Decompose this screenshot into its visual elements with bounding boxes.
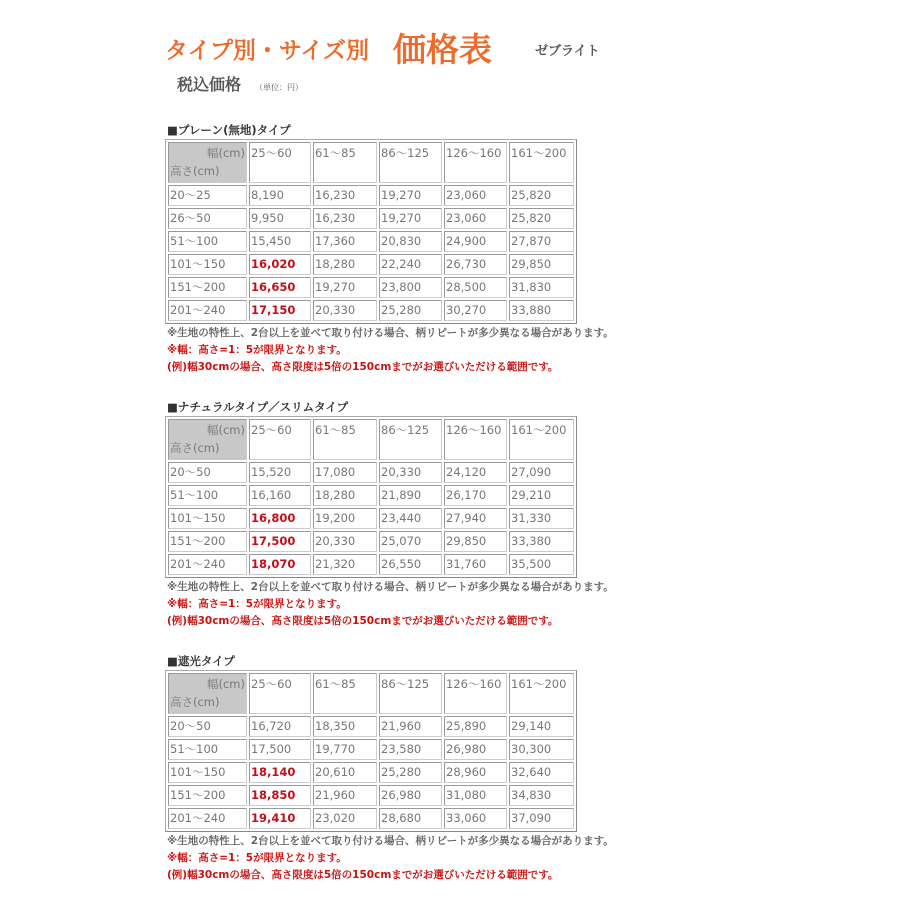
column-header: 126〜160 (444, 142, 507, 183)
price-cell: 29,850 (444, 531, 507, 552)
table-row (168, 785, 574, 806)
price-cell: 19,270 (379, 208, 442, 229)
price-cell: 18,350 (313, 716, 377, 737)
section-plain (165, 121, 725, 376)
note-example: (例)幅30cmの場合、高さ限度は5倍の150cmまでがお選びいただける範囲です。 (167, 869, 559, 881)
price-cell: 19,770 (313, 739, 377, 760)
highlighted-price-cell: 19,410 (249, 808, 311, 829)
section-natural-slim (165, 398, 725, 630)
price-cell: 20,610 (313, 762, 377, 783)
price-cell: 23,060 (444, 208, 507, 229)
column-header: 61〜85 (313, 673, 377, 714)
brand-name: ゼブライト (535, 44, 600, 59)
notes (167, 833, 725, 884)
price-cell: 17,500 (249, 739, 311, 760)
price-cell: 26,730 (444, 254, 507, 275)
notes (167, 325, 725, 376)
price-cell: 31,330 (509, 508, 574, 529)
price-cell: 28,680 (379, 808, 442, 829)
table-row (168, 208, 574, 229)
price-cell: 37,090 (509, 808, 574, 829)
price-table (165, 670, 577, 832)
corner-header (168, 419, 247, 460)
table-header-row (168, 142, 574, 183)
table-row (168, 485, 574, 506)
price-cell: 29,210 (509, 485, 574, 506)
width-label: 幅(cm) (207, 423, 245, 437)
price-cell: 28,500 (444, 277, 507, 298)
highlighted-price-cell: 16,650 (249, 277, 311, 298)
column-header: 161〜200 (509, 419, 574, 460)
section-title: ■プレーン(無地)タイプ (167, 123, 291, 137)
price-cell: 34,830 (509, 785, 574, 806)
table-row (168, 808, 574, 829)
section-title: ■ナチュラルタイプ／スリムタイプ (167, 400, 349, 414)
table-row (168, 277, 574, 298)
row-height-range: 26〜50 (168, 208, 247, 229)
row-height-range: 101〜150 (168, 254, 247, 275)
price-cell: 31,760 (444, 554, 507, 575)
row-height-range: 51〜100 (168, 739, 247, 760)
notes (167, 579, 725, 630)
price-cell: 16,720 (249, 716, 311, 737)
price-cell: 23,020 (313, 808, 377, 829)
price-cell: 20,330 (379, 462, 442, 483)
column-header: 61〜85 (313, 142, 377, 183)
subtitle (177, 72, 303, 95)
highlighted-price-cell: 16,800 (249, 508, 311, 529)
note-pattern-repeat: ※生地の特性上、2台以上を並べて取り付ける場合、柄リピートが多少異なる場合があります。 (167, 581, 614, 593)
section-blackout (165, 652, 725, 884)
price-cell: 22,240 (379, 254, 442, 275)
table-row (168, 508, 574, 529)
price-cell: 23,060 (444, 185, 507, 206)
table-row (168, 739, 574, 760)
table-row (168, 554, 574, 575)
note-ratio-limit: ※幅：高さ=1：5が限界となります。 (167, 598, 347, 610)
price-cell: 30,300 (509, 739, 574, 760)
height-label: 高さ(cm) (170, 441, 220, 455)
price-cell: 16,230 (313, 185, 377, 206)
row-height-range: 101〜150 (168, 762, 247, 783)
price-cell: 19,200 (313, 508, 377, 529)
price-cell: 24,120 (444, 462, 507, 483)
page-title: タイプ別・サイズ別 (165, 38, 370, 64)
price-cell: 33,060 (444, 808, 507, 829)
table-row (168, 254, 574, 275)
highlighted-price-cell: 18,140 (249, 762, 311, 783)
price-cell: 17,360 (313, 231, 377, 252)
row-height-range: 201〜240 (168, 554, 247, 575)
row-height-range: 151〜200 (168, 531, 247, 552)
price-cell: 24,900 (444, 231, 507, 252)
highlighted-price-cell: 18,850 (249, 785, 311, 806)
table-row (168, 185, 574, 206)
price-cell: 9,950 (249, 208, 311, 229)
price-cell: 15,520 (249, 462, 311, 483)
table-row (168, 762, 574, 783)
column-header: 25〜60 (249, 419, 311, 460)
price-cell: 25,280 (379, 300, 442, 321)
price-table (165, 416, 577, 578)
price-cell: 21,960 (379, 716, 442, 737)
row-height-range: 201〜240 (168, 808, 247, 829)
corner-header (168, 142, 247, 183)
note-ratio-limit: ※幅：高さ=1：5が限界となります。 (167, 852, 347, 864)
price-cell: 32,640 (509, 762, 574, 783)
price-cell: 21,960 (313, 785, 377, 806)
price-table (165, 139, 577, 324)
row-height-range: 51〜100 (168, 485, 247, 506)
price-cell: 35,500 (509, 554, 574, 575)
price-cell: 29,140 (509, 716, 574, 737)
price-cell: 30,270 (444, 300, 507, 321)
row-height-range: 51〜100 (168, 231, 247, 252)
column-header: 61〜85 (313, 419, 377, 460)
price-cell: 33,880 (509, 300, 574, 321)
corner-header (168, 673, 247, 714)
price-cell: 23,800 (379, 277, 442, 298)
price-cell: 25,070 (379, 531, 442, 552)
table-header-row (168, 419, 574, 460)
width-label: 幅(cm) (207, 146, 245, 160)
price-cell: 27,940 (444, 508, 507, 529)
table-row (168, 531, 574, 552)
price-cell: 25,890 (444, 716, 507, 737)
height-label: 高さ(cm) (170, 164, 220, 178)
highlighted-price-cell: 17,150 (249, 300, 311, 321)
price-cell: 26,550 (379, 554, 442, 575)
column-header: 126〜160 (444, 673, 507, 714)
column-header: 126〜160 (444, 419, 507, 460)
column-header: 86〜125 (379, 142, 442, 183)
price-cell: 23,440 (379, 508, 442, 529)
price-cell: 19,270 (379, 185, 442, 206)
price-cell: 27,090 (509, 462, 574, 483)
row-height-range: 20〜25 (168, 185, 247, 206)
row-height-range: 151〜200 (168, 785, 247, 806)
price-cell: 21,890 (379, 485, 442, 506)
row-height-range: 151〜200 (168, 277, 247, 298)
note-example: (例)幅30cmの場合、高さ限度は5倍の150cmまでがお選びいただける範囲です。 (167, 361, 559, 373)
price-cell: 20,330 (313, 300, 377, 321)
table-header-row (168, 673, 574, 714)
price-cell: 19,270 (313, 277, 377, 298)
note-example: (例)幅30cmの場合、高さ限度は5倍の150cmまでがお選びいただける範囲です。 (167, 615, 559, 627)
price-cell: 27,870 (509, 231, 574, 252)
highlighted-price-cell: 18,070 (249, 554, 311, 575)
highlighted-price-cell: 17,500 (249, 531, 311, 552)
table-row (168, 716, 574, 737)
price-cell: 25,820 (509, 185, 574, 206)
section-title: ■遮光タイプ (167, 654, 235, 668)
row-height-range: 20〜50 (168, 462, 247, 483)
column-header: 25〜60 (249, 673, 311, 714)
price-cell: 26,980 (444, 739, 507, 760)
note-pattern-repeat: ※生地の特性上、2台以上を並べて取り付ける場合、柄リピートが多少異なる場合があります。 (167, 835, 614, 847)
note-ratio-limit: ※幅：高さ=1：5が限界となります。 (167, 344, 347, 356)
price-cell: 15,450 (249, 231, 311, 252)
width-label: 幅(cm) (207, 677, 245, 691)
price-cell: 23,580 (379, 739, 442, 760)
column-header: 86〜125 (379, 673, 442, 714)
price-cell: 31,830 (509, 277, 574, 298)
price-cell: 18,280 (313, 485, 377, 506)
price-cell: 26,170 (444, 485, 507, 506)
price-cell: 33,380 (509, 531, 574, 552)
price-cell: 25,280 (379, 762, 442, 783)
column-header: 161〜200 (509, 142, 574, 183)
price-cell: 28,960 (444, 762, 507, 783)
price-cell: 18,280 (313, 254, 377, 275)
row-height-range: 201〜240 (168, 300, 247, 321)
table-row (168, 300, 574, 321)
price-cell: 8,190 (249, 185, 311, 206)
column-header: 25〜60 (249, 142, 311, 183)
page-title-emphasis: 価格表 (393, 30, 492, 69)
row-height-range: 101〜150 (168, 508, 247, 529)
highlighted-price-cell: 16,020 (249, 254, 311, 275)
column-header: 161〜200 (509, 673, 574, 714)
price-cell: 26,980 (379, 785, 442, 806)
height-label: 高さ(cm) (170, 695, 220, 709)
note-pattern-repeat: ※生地の特性上、2台以上を並べて取り付ける場合、柄リピートが多少異なる場合があります。 (167, 327, 614, 339)
price-cell: 20,830 (379, 231, 442, 252)
price-cell: 25,820 (509, 208, 574, 229)
price-cell: 21,320 (313, 554, 377, 575)
unit-note: （単位：円） (255, 83, 304, 92)
price-cell: 31,080 (444, 785, 507, 806)
table-row (168, 231, 574, 252)
price-cell: 29,850 (509, 254, 574, 275)
price-cell: 20,330 (313, 531, 377, 552)
price-cell: 17,080 (313, 462, 377, 483)
tax-included-label: 税込価格 (177, 75, 242, 94)
price-cell: 16,230 (313, 208, 377, 229)
column-header: 86〜125 (379, 419, 442, 460)
row-height-range: 20〜50 (168, 716, 247, 737)
table-row (168, 462, 574, 483)
price-cell: 16,160 (249, 485, 311, 506)
